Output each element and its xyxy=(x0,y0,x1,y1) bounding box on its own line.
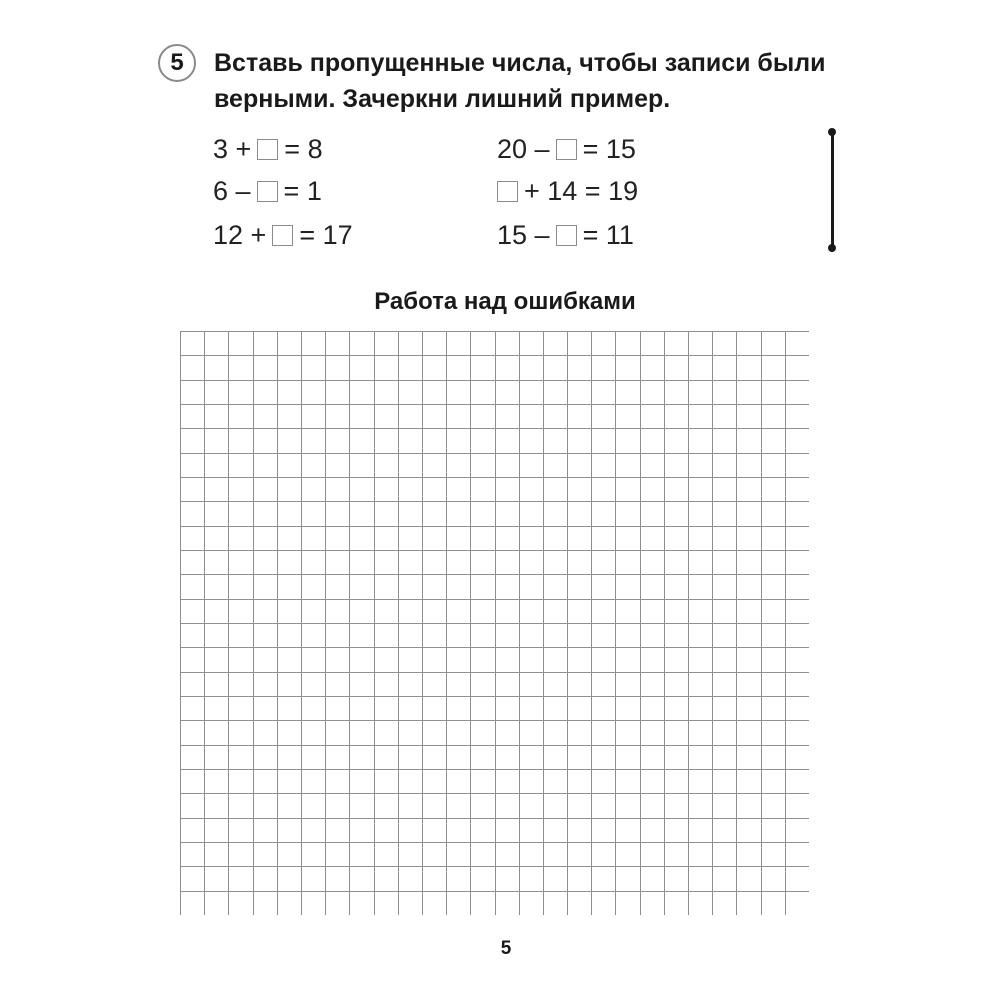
equation-2-answer-box[interactable] xyxy=(257,181,278,202)
task-instruction-line-2: верными. Зачеркни лишний пример. xyxy=(214,85,671,113)
task-instruction xyxy=(214,45,826,117)
equation-2 xyxy=(213,175,322,207)
equation-3-answer-box[interactable] xyxy=(272,225,293,246)
equation-1 xyxy=(213,133,323,165)
equation-6-answer-box[interactable] xyxy=(556,225,577,246)
equation-5-right: + 14 = 19 xyxy=(524,176,639,206)
section-title: Работа над ошибками xyxy=(374,288,636,315)
equation-2-right: = 1 xyxy=(283,176,322,206)
equation-3-left: 12 + xyxy=(213,220,267,250)
equation-3-right: = 17 xyxy=(299,220,353,250)
equation-5-answer-box[interactable] xyxy=(497,181,518,202)
margin-bracket-line xyxy=(831,131,834,249)
margin-bracket-bottom-dot xyxy=(828,244,836,252)
squared-paper-grid[interactable] xyxy=(180,331,809,915)
equation-1-left: 3 + xyxy=(213,134,252,164)
equation-6 xyxy=(497,219,634,251)
equation-2-left: 6 – xyxy=(213,176,251,206)
equation-1-right: = 8 xyxy=(284,134,323,164)
task-number-badge: 5 xyxy=(158,44,196,82)
equation-6-left: 15 – xyxy=(497,220,550,250)
equation-4-right: = 15 xyxy=(582,134,636,164)
equation-5 xyxy=(497,175,638,207)
margin-bracket-top-dot xyxy=(828,128,836,136)
equation-4-left: 20 – xyxy=(497,134,550,164)
page-number: 5 xyxy=(500,938,512,959)
equation-4-answer-box[interactable] xyxy=(556,139,577,160)
equation-6-right: = 11 xyxy=(582,220,634,250)
equation-4 xyxy=(497,133,636,165)
task-instruction-line-1: Вставь пропущенные числа, чтобы записи были xyxy=(214,49,826,77)
equation-1-answer-box[interactable] xyxy=(257,139,278,160)
equation-3 xyxy=(213,219,353,251)
